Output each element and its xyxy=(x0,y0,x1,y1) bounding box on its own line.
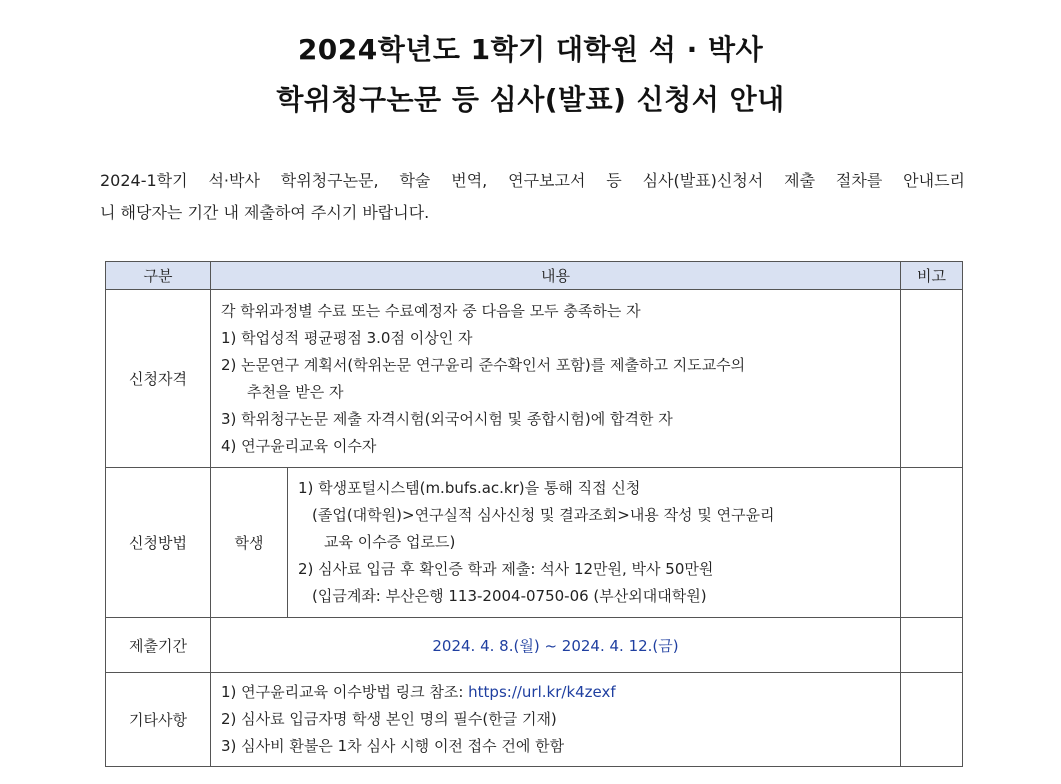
table-row-method xyxy=(106,468,963,618)
method-line: 교육 이수증 업로드) xyxy=(324,533,456,551)
other-line xyxy=(221,679,900,706)
page-title-line2: 학위청구논문 등 심사(발표) 신청서 안내 xyxy=(276,83,785,116)
header-remarks: 비고 xyxy=(901,262,963,290)
remarks-method xyxy=(901,468,963,618)
page-title-line1: 2024학년도 1학기 대학원 석 · 박사 xyxy=(297,33,764,66)
method-content xyxy=(288,468,901,618)
method-line: 2) 심사료 입금 후 확인증 학과 제출: 석사 12만원, 박사 50만원 xyxy=(298,560,714,578)
table-row-period xyxy=(106,618,963,673)
table-header-row xyxy=(106,262,963,290)
eligibility-line: 각 학위과정별 수료 또는 수료예정자 중 다음을 모두 충족하는 자 xyxy=(221,301,641,320)
other-content xyxy=(211,673,901,767)
eligibility-line: 추천을 받은 자 xyxy=(247,382,344,401)
header-category: 구분 xyxy=(106,262,211,290)
row-label-other: 기타사항 xyxy=(106,673,211,767)
remarks-other xyxy=(901,673,963,767)
other-line: 3) 심사비 환불은 1차 심사 시행 이전 접수 건에 한함 xyxy=(221,737,565,755)
table-row-eligibility xyxy=(106,290,963,468)
header-content: 내용 xyxy=(211,262,901,290)
ethics-education-link[interactable]: https://url.kr/k4zexf xyxy=(468,683,616,701)
remarks-period xyxy=(901,618,963,673)
info-table xyxy=(105,261,963,767)
row-label-eligibility: 신청자격 xyxy=(106,290,211,468)
method-sub-label: 학생 xyxy=(211,468,288,618)
intro-text-line2: 니 해당자는 기간 내 제출하여 주시기 바랍니다. xyxy=(100,203,430,222)
row-label-method: 신청방법 xyxy=(106,468,211,618)
method-line: 1) 학생포털시스템(m.bufs.ac.kr)을 통해 직접 신청 xyxy=(298,479,641,497)
row-label-period: 제출기간 xyxy=(106,618,211,673)
eligibility-line: 2) 논문연구 계획서(학위논문 연구윤리 준수확인서 포함)를 제출하고 지도교수의 xyxy=(221,355,746,374)
other-line: 2) 심사료 입금자명 학생 본인 명의 필수(한글 기재) xyxy=(221,710,557,728)
other-line1-text: 1) 연구윤리교육 이수방법 링크 참조: xyxy=(221,683,469,701)
intro-text-line1: 2024-1학기 석·박사 학위청구논문, 학술 번역, 연구보고서 등 심사(발표)신청서 제출 절차를 안내드리 xyxy=(100,171,965,190)
eligibility-line: 3) 학위청구논문 제출 자격시험(외국어시험 및 종합시험)에 합격한 자 xyxy=(221,409,673,428)
remarks-eligibility xyxy=(901,290,963,468)
eligibility-content xyxy=(211,290,901,468)
eligibility-line: 1) 학업성적 평균평점 3.0점 이상인 자 xyxy=(221,328,473,347)
submission-period: 2024. 4. 8.(월) ~ 2024. 4. 12.(금) xyxy=(211,618,901,673)
method-line: (졸업(대학원)>연구실적 심사신청 및 결과조회>내용 작성 및 연구윤리 xyxy=(312,506,775,524)
method-line: (입금계좌: 부산은행 113-2004-0750-06 (부산외대대학원) xyxy=(312,587,707,605)
table-row-other xyxy=(106,673,963,767)
eligibility-line: 4) 연구윤리교육 이수자 xyxy=(221,436,377,455)
